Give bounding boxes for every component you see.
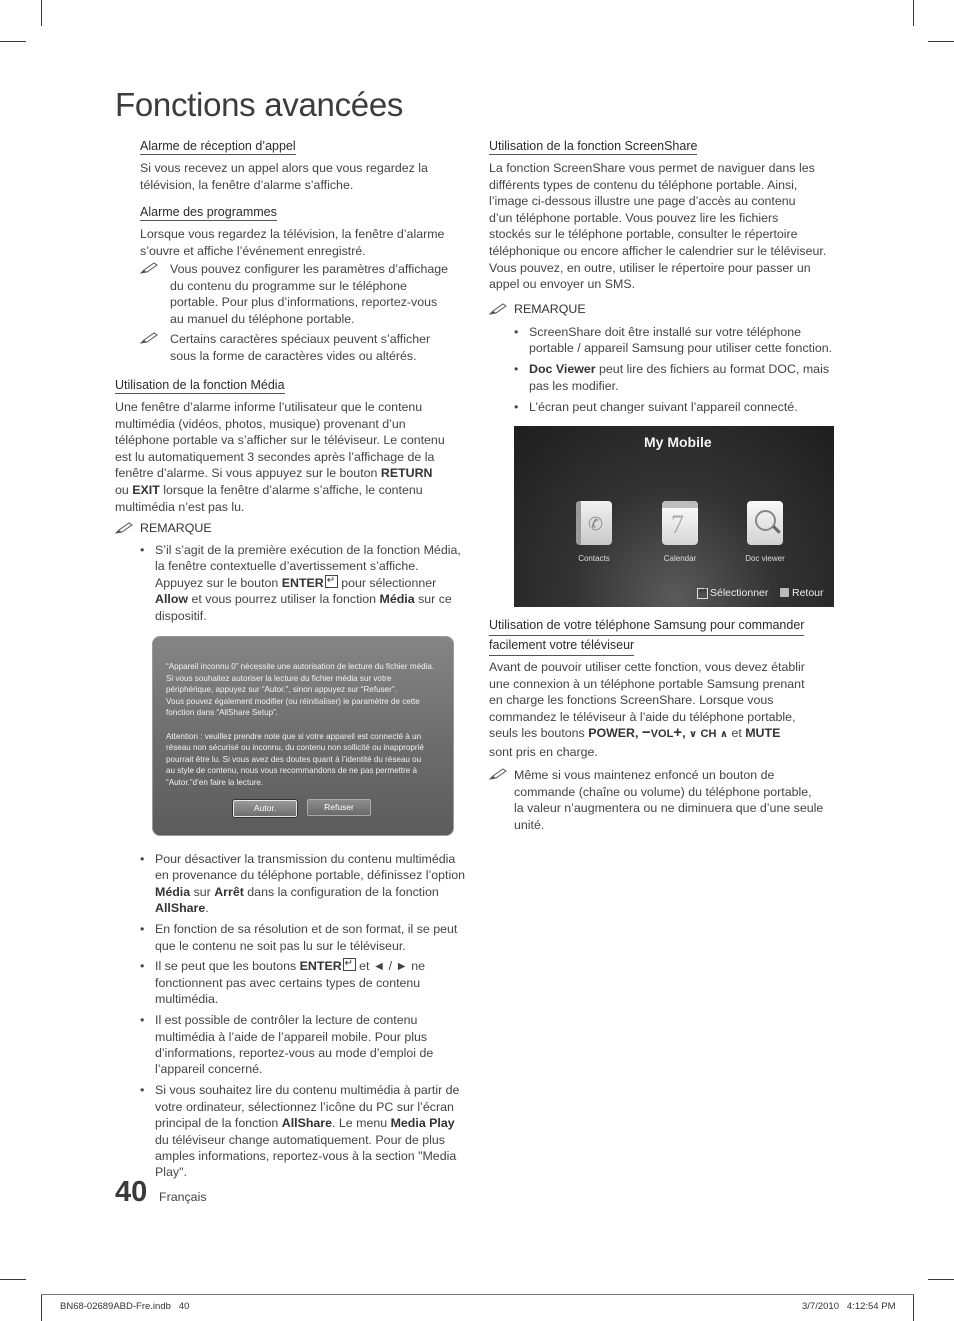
mute-key-label: MUTE — [745, 726, 781, 741]
autor-button[interactable]: Autor. — [233, 800, 297, 817]
enter-icon — [697, 588, 708, 599]
crop-mark — [41, 1295, 42, 1321]
text-line: télévision, la fenêtre d’alarme s’affiche. — [140, 177, 354, 192]
samsung-phone-paragraph — [489, 659, 841, 761]
text-span: seuls les boutons — [489, 726, 589, 741]
crop-mark — [913, 1295, 914, 1321]
media-notes-list — [139, 542, 469, 629]
media-notes-list-continued — [139, 851, 469, 1185]
screenshare-paragraph — [489, 160, 841, 293]
calendar-header — [662, 501, 698, 508]
heading-line: Utilisation de votre téléphone Samsung pour commander — [489, 616, 804, 636]
remarque-label: REMARQUE — [514, 302, 586, 316]
text-line: Si vous recevez un appel alors que vous regardez la — [140, 161, 428, 175]
text-line: au manuel du téléphone portable. — [170, 311, 355, 326]
contacts-book-spine — [576, 501, 581, 545]
page-title: Fonctions avancées — [115, 86, 404, 123]
page-number: 40 — [115, 1176, 148, 1208]
pencil-icon — [140, 262, 158, 274]
text-span: Il est possible de contrôler la lecture de contenu multimédia à l’aide de l’appareil mobile. Pour plus d’informations, reportez-vous au mode d’emploi de l’appareil concerné. — [155, 1013, 434, 1077]
text-line: l’image ci-dessous illustre une page d’accès au contenu — [489, 194, 796, 209]
text-span: . Le menu — [332, 1116, 391, 1131]
text-line: portable. Pour plus d’informations, reportez-vous — [170, 295, 438, 310]
text-line: unité. — [514, 817, 545, 832]
text-span: ScreenShare doit être installé sur votre téléphone portable / appareil Samsung pour utiliser cette fonction. — [529, 325, 833, 356]
select-hint: Sélectionner — [710, 587, 769, 599]
text-line: d’un téléphone portable. Vous pouvez lire les fichiers — [489, 210, 779, 225]
text-line: en charge les fonctions ScreenShare. Lorsque vous — [489, 693, 774, 708]
text-line: stockés sur le téléphone portable, consulter le répertoire — [489, 227, 798, 242]
text-line: s’ouvre et affiche l’événement enregistré. — [140, 243, 366, 258]
off-label: Arrêt — [214, 884, 244, 899]
text-line: est lu automatiquement 3 secondes après l’affichage de la — [115, 449, 435, 464]
screenshare-notes-list — [513, 324, 843, 420]
return-hint: Retour — [792, 587, 824, 599]
calendar-app[interactable] — [662, 501, 698, 545]
section-heading-screenshare: Utilisation de la fonction ScreenShare — [489, 139, 698, 153]
text-line: téléphonique ou encore afficher le calendrier sur le téléviseur. — [489, 243, 827, 258]
contacts-app[interactable] — [576, 501, 612, 545]
phone-icon: ✆ — [588, 514, 604, 535]
return-key-label: RETURN — [380, 466, 433, 481]
text-line: sous la forme de caractères vides ou altérés. — [170, 348, 417, 363]
enter-icon — [343, 958, 356, 971]
text-span: , — [635, 726, 639, 741]
text-line: commandez le téléviseur à l’aide du téléphone portable, — [489, 709, 796, 724]
text-line: multimédia n’est pas lu. — [115, 499, 245, 514]
text-line: commande (chaîne ou volume) du téléphone portable, — [514, 784, 812, 799]
media-paragraph — [115, 399, 465, 515]
note-single-unit — [514, 767, 844, 833]
enter-icon — [325, 575, 338, 588]
return-key-icon — [780, 588, 789, 597]
pencil-icon — [140, 332, 158, 344]
magnifier-handle — [772, 525, 780, 533]
text-span: Pour désactiver la transmission du contenu multimédia en provenance du téléphone portable, définissez l’option — [155, 852, 465, 883]
text-span: pour sélectionner — [337, 575, 437, 590]
text-span: dans la configuration de la fonction — [243, 884, 439, 899]
footer-date: 3/7/2010 4:12:54 PM — [802, 1301, 896, 1312]
authorization-dialog — [152, 636, 454, 836]
media-label: Média — [155, 884, 191, 899]
allow-label: Allow — [155, 592, 189, 607]
text-line: sont pris en charge. — [489, 744, 598, 759]
text-line: appel ou envoyer un SMS. — [489, 277, 636, 292]
plus-icon: + — [673, 724, 683, 742]
pencil-icon — [115, 522, 133, 534]
text-span: . — [205, 901, 209, 916]
text-line: Certains caractères spéciaux peuvent s’afficher — [170, 332, 431, 346]
crop-mark — [41, 0, 42, 26]
refuser-button[interactable]: Refuser — [307, 799, 371, 816]
media-play-label: Media Play — [390, 1116, 455, 1131]
text-span: Si vous souhaitez lire du contenu multimédia à partir de votre ordinateur, sélectionnez l’icône du PC sur l’écran principal de la fonction — [155, 1083, 460, 1131]
crop-mark — [913, 0, 914, 26]
my-mobile-title: My Mobile — [644, 434, 712, 450]
pencil-icon — [489, 768, 507, 780]
doc-viewer-label: Doc Viewer — [529, 362, 596, 377]
calendar-icon: 7 — [671, 510, 684, 539]
doc-viewer-app[interactable] — [747, 501, 783, 545]
calendar-label: Calendar — [663, 554, 697, 563]
list-item — [139, 542, 469, 624]
text-line: Même si vous maintenez enfoncé un bouton de — [514, 768, 775, 782]
text-line: la valeur n’augmentera ou ne diminuera que d’une seule — [514, 801, 824, 816]
remarque-label: REMARQUE — [140, 521, 212, 535]
text-line: Vous pouvez, en outre, utiliser le répertoire pour passer un — [489, 260, 811, 275]
text-span: S’il s’agit de la première exécution de la fonction Média, la fenêtre contextuelle d’avertissement s’affiche. Appuyez sur le bouton — [155, 543, 461, 590]
pencil-icon — [489, 303, 507, 315]
text-span: ou — [115, 482, 133, 497]
list-item — [139, 921, 469, 954]
section-heading-samsung-phone — [489, 616, 804, 656]
text-span: L’écran peut changer suivant l’appareil connecté. — [529, 399, 798, 414]
text-line: Avant de pouvoir utiliser cette fonction, vous devez établir — [489, 660, 805, 674]
list-item — [513, 399, 843, 415]
text-line: différents types de contenu du téléphone portable. Ainsi, — [489, 177, 798, 192]
text-line: du contenu du programme sur le téléphone — [170, 278, 407, 293]
enter-key-label: ENTER — [281, 575, 324, 590]
heading-line: facilement votre téléviseur — [489, 636, 634, 656]
list-item — [513, 361, 843, 394]
media-label: Média — [379, 592, 415, 607]
ch-key-label: CH — [700, 728, 717, 741]
text-line: Lorsque vous regardez la télévision, la fenêtre d’alarme — [140, 227, 445, 241]
minus-icon: − — [641, 724, 651, 742]
contacts-label: Contacts — [578, 554, 610, 563]
my-mobile-screen — [514, 426, 834, 607]
list-item — [513, 324, 843, 357]
text-span: En fonction de sa résolution et de son format, il se peut que le contenu ne soit pas lu sur le téléviseur. — [155, 922, 458, 953]
section-heading-program-alarm: Alarme des programmes — [140, 205, 277, 219]
text-span: du téléviseur change automatiquement. Pour de plus amples informations, reportez-vous à la section "Media Play". — [155, 1132, 457, 1180]
vol-key-label: VOL — [650, 728, 674, 741]
list-item — [139, 958, 469, 1007]
note-display-settings — [170, 261, 470, 327]
allshare-label: AllShare — [281, 1116, 333, 1131]
text-line: Une fenêtre d’alarme informe l’utilisateur que le contenu — [115, 400, 423, 414]
call-alarm-paragraph — [140, 160, 470, 193]
text-span: et vous pourrez utiliser la fonction — [188, 592, 380, 607]
text-span: Il se peut que les boutons — [155, 959, 300, 974]
enter-key-label: ENTER — [299, 959, 342, 974]
text-span: fenêtre d’alarme. Si vous appuyez sur le bouton — [115, 466, 381, 481]
text-span: sur ce dispositif. — [155, 592, 452, 623]
text-line: une connexion à un téléphone portable Samsung prenant — [489, 676, 805, 691]
text-span: et — [728, 726, 746, 741]
list-item — [139, 1012, 469, 1078]
crop-mark — [928, 41, 954, 42]
note-special-characters — [170, 331, 470, 364]
footer-file-name: BN68-02689ABD-Fre.indb 40 — [60, 1301, 190, 1312]
text-span: lorsque la fenêtre d’alarme s’affiche, le contenu — [159, 482, 423, 497]
text-span: peut lire des fichiers au format DOC, mais pas les modifier. — [529, 362, 830, 393]
section-heading-call-alarm: Alarme de réception d’appel — [140, 139, 296, 153]
text-span: sur — [190, 884, 215, 899]
text-line: multimédia (vidéos, photos, musique) provenant d’un — [115, 416, 406, 431]
text-span: et ◄ / ► ne fonctionnent pas avec certains types de contenu multimédia. — [155, 959, 425, 1007]
text-line: Vous pouvez configurer les paramètres d’affichage — [170, 262, 449, 276]
crop-mark — [0, 1279, 26, 1280]
text-line: La fonction ScreenShare vous permet de naviguer dans les — [489, 161, 815, 175]
text-line: téléphone portable va s’afficher sur le téléviseur. Le contenu — [115, 433, 445, 448]
chevron-up-icon: ∧ — [719, 729, 729, 741]
text-line — [115, 465, 465, 482]
text-line: seuls les boutons POWER, −VOL+, ∨ CH ∧ et MUTE — [489, 724, 781, 742]
page-language: Français — [159, 1190, 207, 1204]
program-alarm-paragraph — [140, 226, 470, 259]
section-heading-media: Utilisation de la fonction Média — [115, 378, 285, 392]
chevron-down-icon: ∨ — [688, 729, 698, 741]
crop-mark — [0, 41, 26, 42]
list-item — [139, 851, 469, 917]
allshare-label: AllShare — [155, 901, 206, 916]
dialog-message: “Appareil inconnu 0” nécessite une autorisation de lecture du fichier média. Si vous souhaitez autoriser la lecture du fichier média sur votre périphérique, appuyez sur “Autor.”, sinon appuyez sur “Refuser”. Vous pouvez également modifier (ou réinitialiser) le paramètre de cette fonction dans “AllShare Setup”. Attention : veuillez prendre note que si votre appareil est connecté à un réseau non sécurisé ou inconnu, du contenu non sollicité ou inapproprié pourrait être lu. Si vous avez des doutes quant à l’identité du réseau ou au style de contenu, nous vous recommandons de ne pas permettre à “Autor.”d’en faire la lecture. — [166, 662, 435, 787]
doc-viewer-label: Doc viewer — [745, 554, 785, 563]
text-line — [115, 482, 465, 499]
footer-rule — [41, 1294, 914, 1295]
list-item — [139, 1082, 469, 1180]
power-key-label: POWER — [588, 726, 635, 741]
exit-key-label: EXIT — [132, 482, 160, 497]
crop-mark — [928, 1279, 954, 1280]
